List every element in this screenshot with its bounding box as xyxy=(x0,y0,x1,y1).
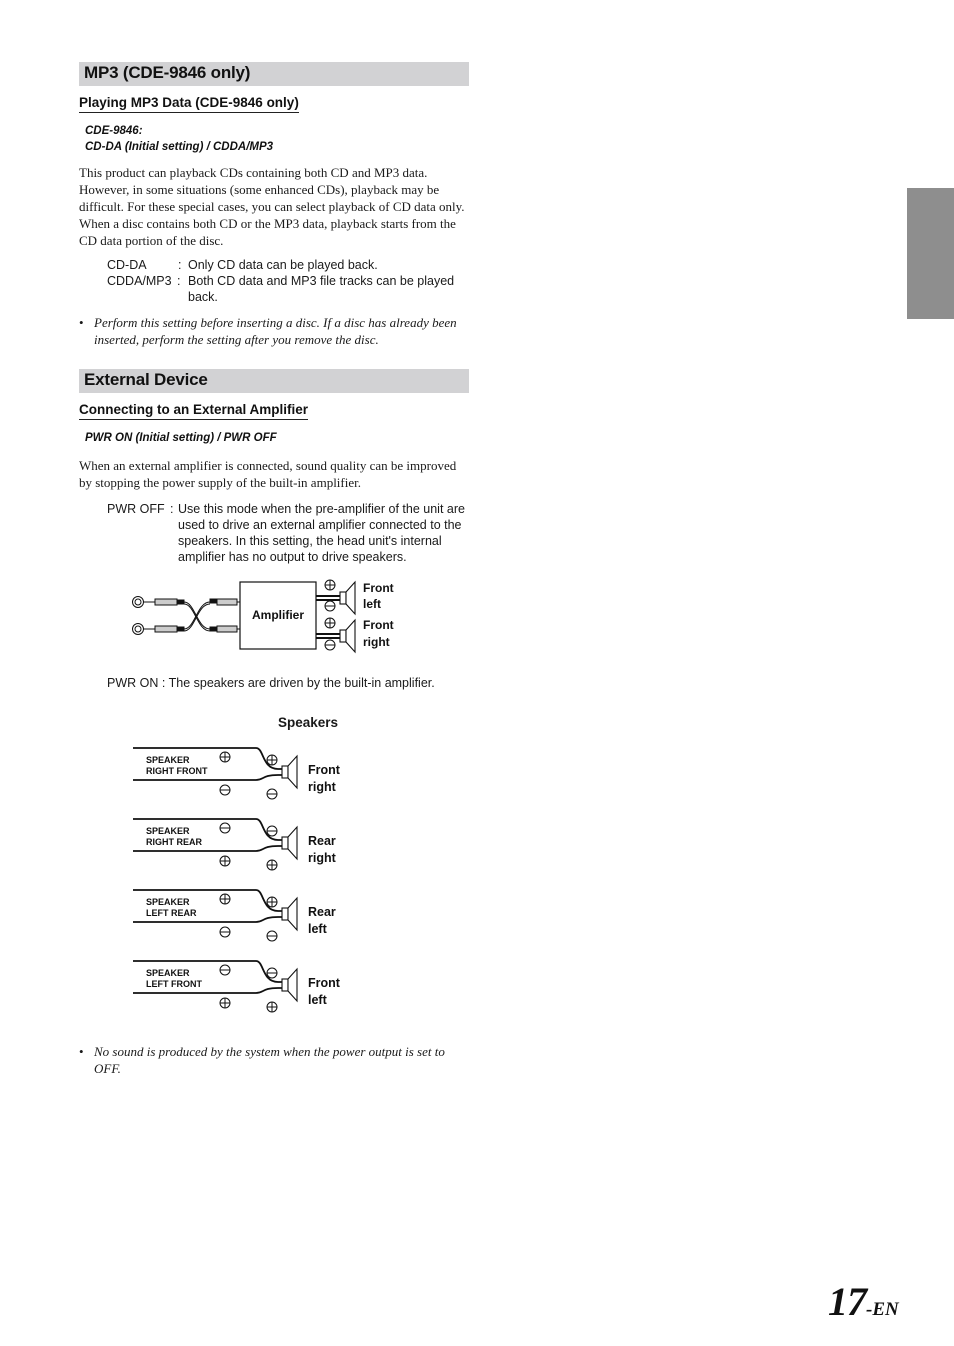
mp3-setting-values: CD-DA (Initial setting) / CDDA/MP3 xyxy=(85,141,274,153)
mp3-note-text: Perform this setting before inserting a disc. If a disc has already been inserted, perform the setting after you remove the disc. xyxy=(94,315,457,347)
external-body-paragraph: When an external amplifier is connected, sound quality can be improved by stopping the power supply of the built-in amplifier. xyxy=(79,458,457,490)
plus-icon xyxy=(220,856,230,866)
pwr-on-line xyxy=(107,675,435,691)
wire-label-line-2: RIGHT FRONT xyxy=(146,766,208,776)
page-number xyxy=(828,1278,899,1325)
plus-icon xyxy=(220,752,230,762)
minus-icon xyxy=(267,789,277,799)
mp3-body-paragraph: This product can playback CDs containing both CD and MP3 data. However, in some situations (some enhanced CDs), playback may be difficult. For these special cases, you can select playback of CD data only. When a disc contains both CD or the MP3 data, playback starts from the CD data portion of the disc. xyxy=(79,165,465,248)
speaker-name-line-2: right xyxy=(308,780,336,794)
speaker-name-line-2: right xyxy=(308,851,336,865)
front-left-label-2: left xyxy=(363,597,381,611)
speaker-icon xyxy=(340,582,355,652)
external-section-title: External Device xyxy=(84,370,208,389)
speaker-group xyxy=(133,748,341,799)
amplifier-label: Amplifier xyxy=(251,608,305,622)
pwr-off-term: PWR OFF xyxy=(107,502,165,516)
wire-label-line-1: SPEAKER xyxy=(146,755,190,765)
minus-icon xyxy=(220,823,230,833)
mp3-section-header xyxy=(79,62,469,86)
plus-icon xyxy=(267,860,277,870)
speaker-wiring-diagram xyxy=(128,742,368,1027)
pwr-on-term: PWR ON xyxy=(107,676,159,690)
speaker-name-line-1: Front xyxy=(308,763,340,777)
external-amplifier-diagram xyxy=(125,575,415,655)
speaker-group xyxy=(133,961,341,1012)
option-desc-cdda: Only CD data can be played back. xyxy=(188,258,378,272)
plus-icon xyxy=(267,755,277,765)
speaker-icon xyxy=(282,898,297,930)
speaker-icon xyxy=(282,969,297,1001)
speaker-icon xyxy=(282,827,297,859)
mp3-subheading: Playing MP3 Data (CDE-9846 only) xyxy=(79,95,299,113)
wire-label-line-2: LEFT REAR xyxy=(146,908,197,918)
plus-icon xyxy=(220,894,230,904)
speaker-name-line-2: left xyxy=(308,922,327,936)
pwr-on-desc: The speakers are driven by the built-in amplifier. xyxy=(168,676,435,690)
pwr-off-sep: : xyxy=(170,502,174,516)
option-term-cdda: CD-DA xyxy=(107,258,147,272)
speaker-name-line-1: Rear xyxy=(308,834,336,848)
rca-plug-icon xyxy=(133,597,144,635)
wire-label-line-2: RIGHT REAR xyxy=(146,837,202,847)
speaker-group xyxy=(133,819,337,870)
wire-label-line-1: SPEAKER xyxy=(146,826,190,836)
option-desc-cdda-mp3: Both CD data and MP3 file tracks can be played back. xyxy=(188,274,455,304)
page-number-value: 17 xyxy=(828,1279,866,1324)
side-tab-marker xyxy=(907,188,954,319)
external-note-text: No sound is produced by the system when the power output is set to OFF. xyxy=(94,1044,445,1076)
front-right-label-2: right xyxy=(363,635,390,649)
plus-icon xyxy=(267,1002,277,1012)
page-number-suffix: -EN xyxy=(866,1299,899,1320)
mp3-note xyxy=(79,314,474,348)
wire-label-line-1: SPEAKER xyxy=(146,897,190,907)
option-sep-cdda: : xyxy=(178,258,182,272)
plus-icon xyxy=(220,998,230,1008)
minus-icon xyxy=(220,965,230,975)
front-left-label-1: Front xyxy=(363,581,394,595)
speakers-diagram-title: Speakers xyxy=(278,715,339,730)
mp3-section-title: MP3 (CDE-9846 only) xyxy=(84,63,251,82)
external-setting-values: PWR ON (Initial setting) / PWR OFF xyxy=(85,432,277,444)
wire-label-line-1: SPEAKER xyxy=(146,968,190,978)
minus-icon xyxy=(220,785,230,795)
option-sep-cdda-mp3: : xyxy=(177,274,181,288)
external-note xyxy=(79,1043,474,1077)
speaker-icon xyxy=(282,756,297,788)
minus-icon xyxy=(267,968,277,978)
pwr-on-sep: : xyxy=(161,676,166,690)
option-term-cdda-mp3: CDDA/MP3 xyxy=(107,274,172,288)
bullet: • xyxy=(79,1044,84,1059)
external-subheading: Connecting to an External Amplifier xyxy=(79,402,308,420)
external-section-header xyxy=(79,369,469,393)
wire-label-line-2: LEFT FRONT xyxy=(146,979,202,989)
front-right-label-1: Front xyxy=(363,618,394,632)
speaker-name-line-1: Front xyxy=(308,976,340,990)
speaker-name-line-1: Rear xyxy=(308,905,336,919)
minus-icon xyxy=(267,931,277,941)
mp3-setting-model: CDE-9846: xyxy=(85,125,143,137)
speaker-group xyxy=(133,890,336,941)
bullet: • xyxy=(79,315,84,330)
minus-icon xyxy=(220,927,230,937)
speaker-name-line-2: left xyxy=(308,993,327,1007)
pwr-off-desc: Use this mode when the pre-amplifier of the unit are used to drive an external amplifier connected to the speakers. In this setting, the head unit's internal amplifier has no output to drive speakers. xyxy=(178,502,465,564)
plus-icon xyxy=(267,897,277,907)
minus-icon xyxy=(267,826,277,836)
